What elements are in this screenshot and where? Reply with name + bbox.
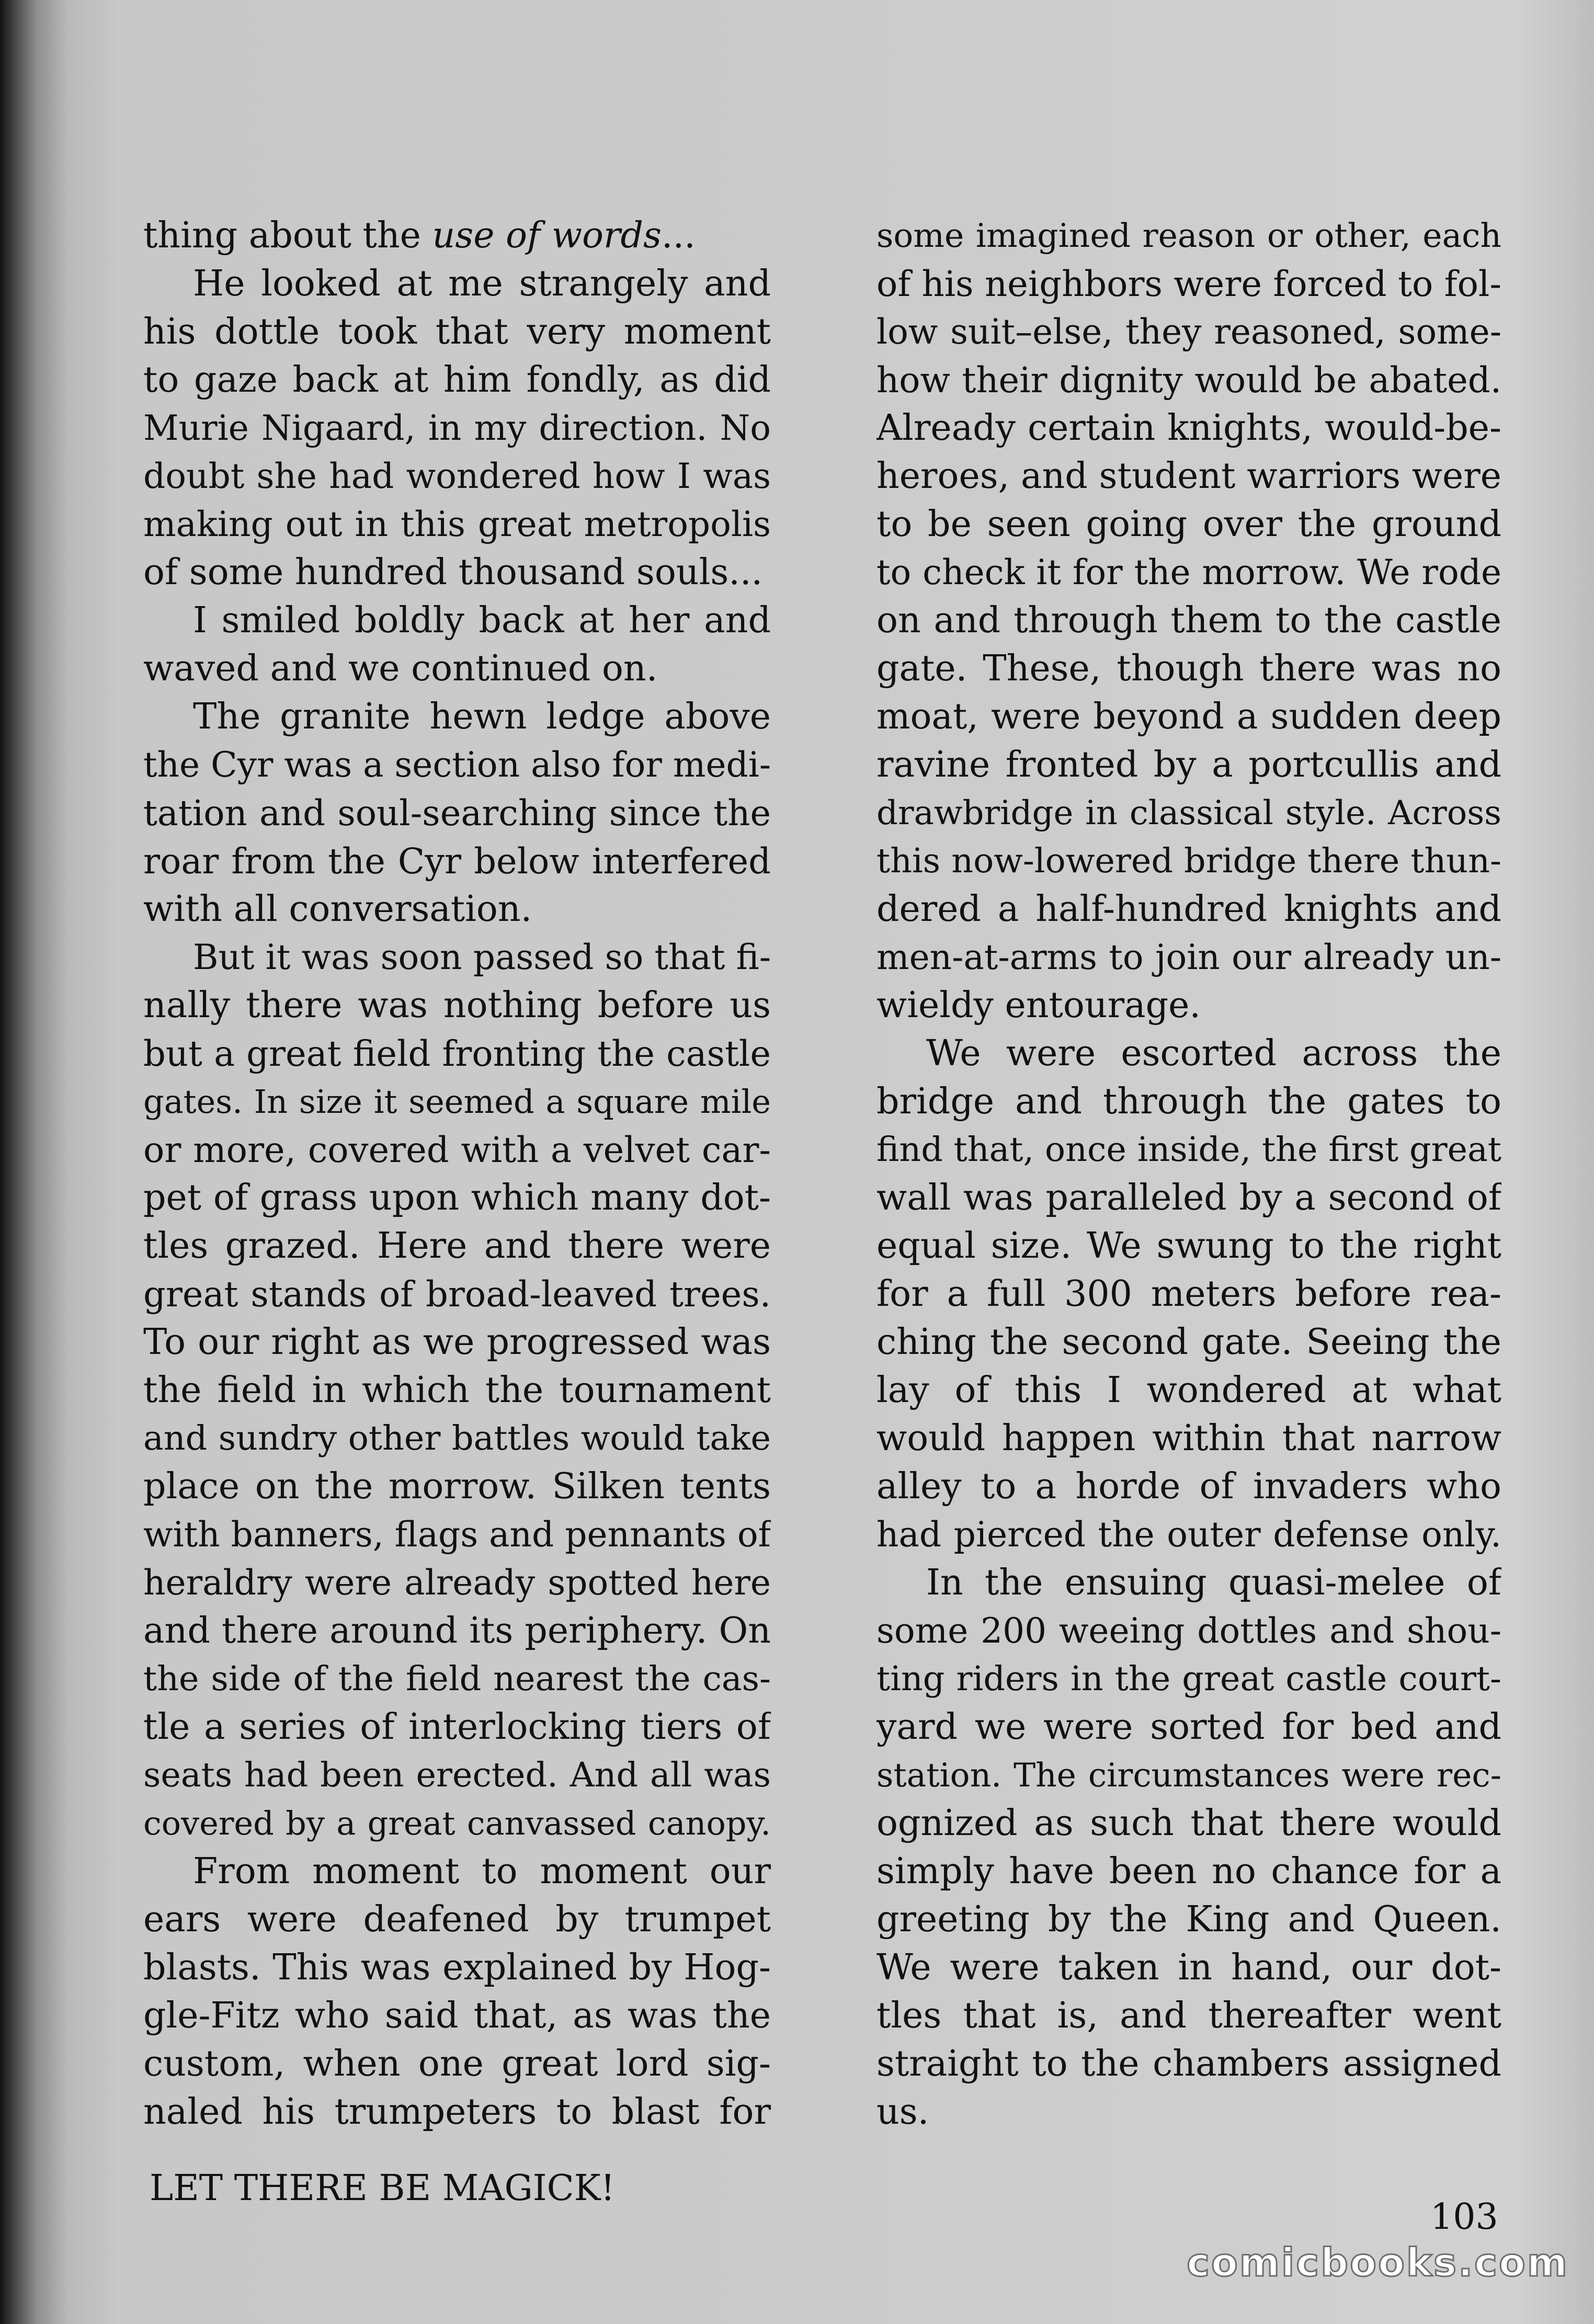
text-line: to be seen going over the ground xyxy=(876,504,1501,545)
text-line: had pierced the outer defense only. xyxy=(876,1514,1501,1555)
text-line: heroes, and student warriors were xyxy=(876,455,1501,497)
text-line: find that, once inside, the first great xyxy=(876,1130,1501,1169)
text-line: doubt she had wondered how I was xyxy=(143,456,771,496)
text-line: In the ensuing quasi-melee of xyxy=(926,1562,1501,1603)
text-line: He looked at me strangely and xyxy=(193,263,771,304)
text-line: ears were deafened by trumpet xyxy=(143,1899,771,1940)
text-line: Already certain knights, would-be- xyxy=(876,407,1501,449)
text-line: the Cyr was a section also for medi- xyxy=(143,745,771,785)
text-line: tation and soul-searching since the xyxy=(143,793,771,834)
text-line: covered by a great canvassed canopy. xyxy=(143,1804,771,1842)
text-line: blasts. This was explained by Hog- xyxy=(143,1947,771,1988)
text-line: his dottle took that very moment xyxy=(143,311,771,352)
text-line: on and through them to the castle xyxy=(876,600,1501,641)
text-line: greeting by the King and Queen. xyxy=(876,1899,1501,1940)
running-footer-title: LET THERE BE MAGICK! xyxy=(150,2168,615,2209)
text-line: simply have been no chance for a xyxy=(876,1851,1501,1892)
text-line: seats had been erected. And all was xyxy=(143,1756,771,1795)
text-line: with banners, flags and pennants of xyxy=(143,1514,771,1555)
text-line: From moment to moment our xyxy=(193,1851,771,1892)
text-line: tle a series of interlocking tiers of xyxy=(143,1706,771,1748)
text-line: place on the morrow. Silken tents xyxy=(143,1466,771,1507)
text-line: thing about the use of words... xyxy=(143,215,696,256)
text-line: custom, when one great lord sig- xyxy=(143,2043,771,2084)
left-text-column xyxy=(143,212,771,2136)
text-line: some 200 weeing dottles and shou- xyxy=(876,1611,1501,1651)
text-line: heraldry were already spotted here xyxy=(143,1563,771,1603)
text-line: would happen within that narrow xyxy=(876,1418,1501,1459)
text-line: to gaze back at him fondly, as did xyxy=(143,359,771,401)
text-line: low suit–else, they reasoned, some- xyxy=(876,312,1501,352)
text-line: bridge and through the gates to xyxy=(876,1081,1501,1122)
text-line: gle-Fitz who said that, as was the xyxy=(143,1995,771,2036)
watermark: comicbooks.com xyxy=(1187,2240,1569,2285)
text-line: drawbridge in classical style. Across xyxy=(876,794,1501,833)
text-line: moat, were beyond a sudden deep xyxy=(876,696,1501,737)
text-line: pet of grass upon which many dot- xyxy=(143,1177,771,1218)
text-line: equal size. We swung to the right xyxy=(876,1225,1501,1267)
text-line: ravine fronted by a portcullis and xyxy=(876,744,1501,785)
text-line: us. xyxy=(876,2091,929,2133)
text-line: gate. These, though there was no xyxy=(876,648,1501,689)
text-line: some imagined reason or other, each xyxy=(876,217,1501,255)
text-line: ting riders in the great castle court- xyxy=(876,1659,1501,1699)
text-line: alley to a horde of invaders who xyxy=(876,1466,1501,1507)
text-line: how their dignity would be abated. xyxy=(876,360,1501,401)
text-line: making out in this great metropolis xyxy=(143,504,771,544)
text-line: nally there was nothing before us xyxy=(143,985,771,1026)
text-line: gates. In size it seemed a square mile xyxy=(143,1083,771,1121)
text-line: for a full 300 meters before rea- xyxy=(876,1273,1501,1315)
text-line: The granite hewn ledge above xyxy=(193,696,771,737)
text-line: the side of the field nearest the cas- xyxy=(143,1659,771,1699)
text-line: straight to the chambers assigned xyxy=(876,2043,1501,2084)
text-line: ching the second gate. Seeing the xyxy=(876,1322,1501,1363)
right-text-column xyxy=(876,212,1501,2136)
text-line: and sundry other battles would take xyxy=(143,1419,771,1458)
text-line: great stands of broad-leaved trees. xyxy=(143,1274,771,1315)
text-line: this now-lowered bridge there thun- xyxy=(876,841,1501,881)
text-line: tles grazed. Here and there were xyxy=(143,1225,771,1267)
text-line: of some hundred thousand souls... xyxy=(143,552,763,593)
text-line: yard we were sorted for bed and xyxy=(876,1706,1501,1748)
text-line: We were escorted across the xyxy=(926,1033,1501,1074)
page-number: 103 xyxy=(1430,2196,1498,2238)
text-line: or more, covered with a velvet car- xyxy=(143,1130,771,1170)
text-line: with all conversation. xyxy=(143,888,532,930)
text-line: wieldy entourage. xyxy=(876,985,1201,1026)
text-line: To our right as we progressed was xyxy=(143,1322,771,1363)
text-line: and there around its periphery. On xyxy=(143,1610,771,1651)
text-line: station. The circumstances were rec- xyxy=(876,1756,1501,1794)
text-line: Murie Nigaard, in my direction. No xyxy=(143,408,771,448)
text-line: lay of this I wondered at what xyxy=(876,1370,1501,1411)
text-line: wall was paralleled by a second of xyxy=(876,1177,1501,1218)
text-line: ognized as such that there would xyxy=(876,1803,1501,1844)
text-line: the field in which the tournament xyxy=(143,1370,771,1411)
text-line: I smiled boldly back at her and xyxy=(193,600,771,641)
text-line: but a great field fronting the castle xyxy=(143,1033,771,1074)
text-line: to check it for the morrow. We rode xyxy=(876,552,1501,593)
text-line: tles that is, and thereafter went xyxy=(876,1995,1501,2036)
text-line: naled his trumpeters to blast for xyxy=(143,2091,771,2133)
text-line: But it was soon passed so that fi- xyxy=(193,937,771,977)
text-line: dered a half-hundred knights and xyxy=(876,888,1501,930)
text-line: men-at-arms to join our already un- xyxy=(876,937,1501,977)
text-line: We were taken in hand, our dot- xyxy=(876,1947,1501,1988)
text-line: roar from the Cyr below interfered xyxy=(143,841,771,882)
text-line: of his neighbors were forced to fol- xyxy=(876,264,1501,304)
text-line: waved and we continued on. xyxy=(143,648,658,689)
